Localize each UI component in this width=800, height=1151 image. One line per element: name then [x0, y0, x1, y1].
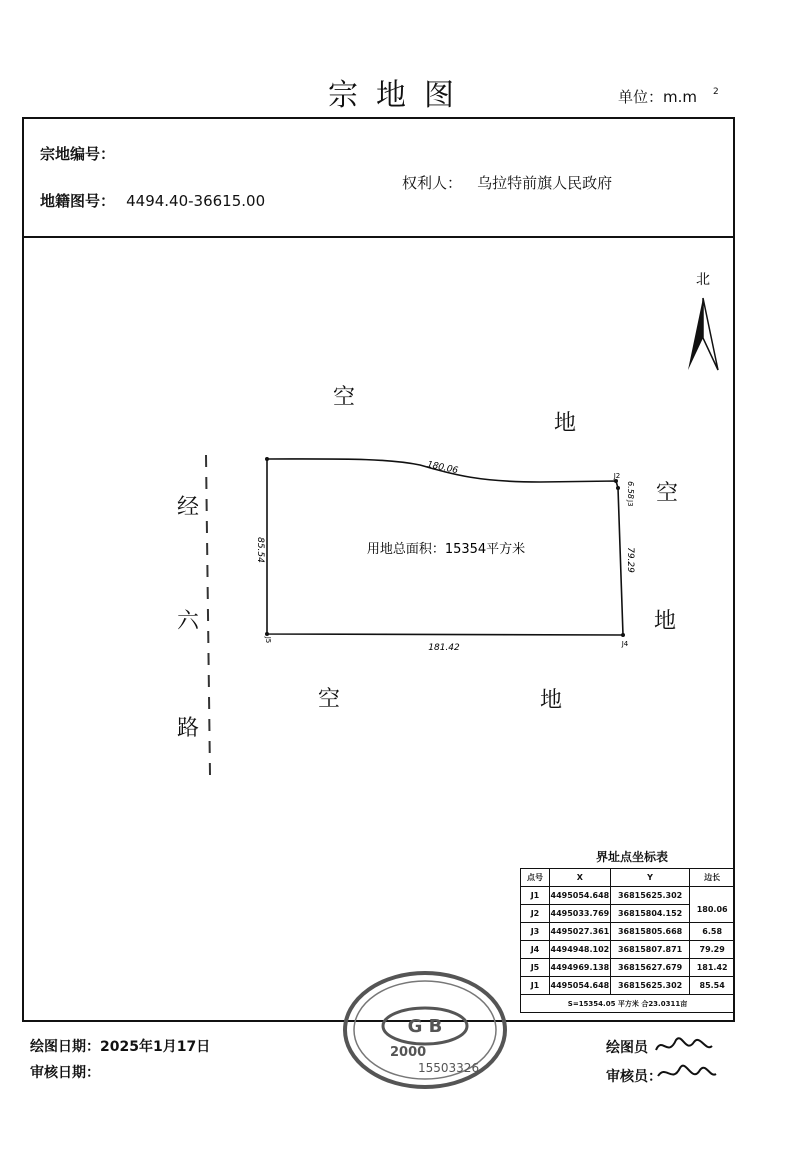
edge-right-label: 79.29	[625, 547, 635, 573]
draw-date-label: 绘图日期：	[30, 1039, 100, 1055]
cell-edge: 85.54	[690, 977, 735, 995]
seal-code: 2000	[390, 1045, 427, 1060]
point-j2-label: J2	[613, 472, 621, 480]
surrounding-char: 地	[654, 609, 677, 634]
col-header: 边长	[690, 869, 735, 887]
cell-y: 36815627.679	[610, 959, 690, 977]
svg-text:G B: G B	[407, 1016, 443, 1037]
cell-point: J4	[521, 941, 550, 959]
point-j3	[616, 486, 620, 490]
surrounding-char: 空	[318, 687, 341, 712]
cadastral-no-value: 4494.40-36615.00	[126, 192, 266, 210]
table-row	[521, 941, 735, 959]
seal-number: 15503326	[418, 1061, 480, 1075]
table-row	[521, 923, 735, 941]
draw-date-value: 2025年1月17日	[100, 1039, 211, 1055]
reviewer-label: 审核员：	[606, 1069, 662, 1085]
cell-point: J3	[521, 923, 550, 941]
road-char: 路	[177, 716, 200, 741]
review-date-label: 审核日期：	[30, 1065, 100, 1081]
surrounding-char: 空	[333, 385, 356, 410]
cell-x: 4495033.769	[549, 905, 610, 923]
draw-date	[30, 1036, 210, 1056]
table-row	[521, 959, 735, 977]
cell-x: 4495054.648	[549, 887, 610, 905]
col-header: 点号	[521, 869, 550, 887]
point-j3-label: J3	[626, 500, 634, 507]
table-summary: S=15354.05 平方米 合23.0311亩	[521, 995, 735, 1013]
owner-value: 乌拉特前旗人民政府	[477, 174, 613, 192]
cadastral-no-label: 地籍图号：	[40, 192, 116, 210]
cell-point: J1	[521, 977, 550, 995]
table-row	[521, 977, 735, 995]
table-summary-row	[521, 995, 735, 1013]
cell-point: J5	[521, 959, 550, 977]
point-j4	[621, 633, 625, 637]
drafter-label: 绘图员	[606, 1040, 648, 1056]
col-header: Y	[610, 869, 690, 887]
col-header: X	[549, 869, 610, 887]
edge-left-label: 85.54	[255, 537, 265, 563]
cell-point: J2	[521, 905, 550, 923]
edge-bottom-label: 181.42	[428, 643, 460, 653]
cell-edge: 181.42	[690, 959, 735, 977]
table-row	[521, 905, 735, 923]
road-line	[206, 455, 210, 775]
road-char: 六	[177, 609, 200, 634]
parcel-no-label: 宗地编号：	[40, 145, 116, 163]
owner-label: 权利人：	[402, 174, 463, 192]
edge-right-top-label: 6.58	[626, 481, 635, 499]
cell-x: 4495054.648	[549, 977, 610, 995]
cell-y: 36815804.152	[610, 905, 690, 923]
cell-x: 4495027.361	[549, 923, 610, 941]
cell-point: J1	[521, 887, 550, 905]
point-j1	[265, 457, 269, 461]
signature-icon	[650, 1028, 720, 1094]
surrounding-char: 地	[554, 411, 577, 436]
unit-label: 单位：m.m $^2$	[618, 87, 719, 106]
point-j4-label: J4	[621, 640, 629, 648]
official-seal-icon	[340, 968, 510, 1093]
cell-y: 36815625.302	[610, 887, 690, 905]
road-char: 经	[177, 495, 200, 520]
coord-table-title: 界址点坐标表	[596, 850, 669, 864]
point-j5-label: J5	[264, 636, 272, 644]
area-text: 用地总面积：15354平方米	[366, 542, 526, 557]
north-arrow-icon	[688, 298, 718, 370]
page-title: 宗地图	[328, 78, 472, 113]
point-j5	[265, 632, 269, 636]
edge-top-label: 180.06	[425, 459, 459, 477]
unit-superscript: 2	[713, 87, 719, 97]
cell-edge: 180.06	[690, 905, 735, 923]
cell-y: 36815625.302	[610, 977, 690, 995]
surrounding-char: 空	[656, 481, 679, 506]
north-label: 北	[696, 272, 710, 288]
cell-y: 36815807.871	[610, 941, 690, 959]
cell-edge: 79.29	[690, 941, 735, 959]
table-row	[521, 887, 735, 905]
cell-edge-empty	[690, 887, 735, 905]
cell-edge: 6.58	[690, 923, 735, 941]
cell-x: 4494969.138	[549, 959, 610, 977]
cell-x: 4494948.102	[549, 941, 610, 959]
coord-table	[520, 868, 735, 1013]
cell-y: 36815805.668	[610, 923, 690, 941]
surrounding-char: 地	[540, 688, 563, 713]
